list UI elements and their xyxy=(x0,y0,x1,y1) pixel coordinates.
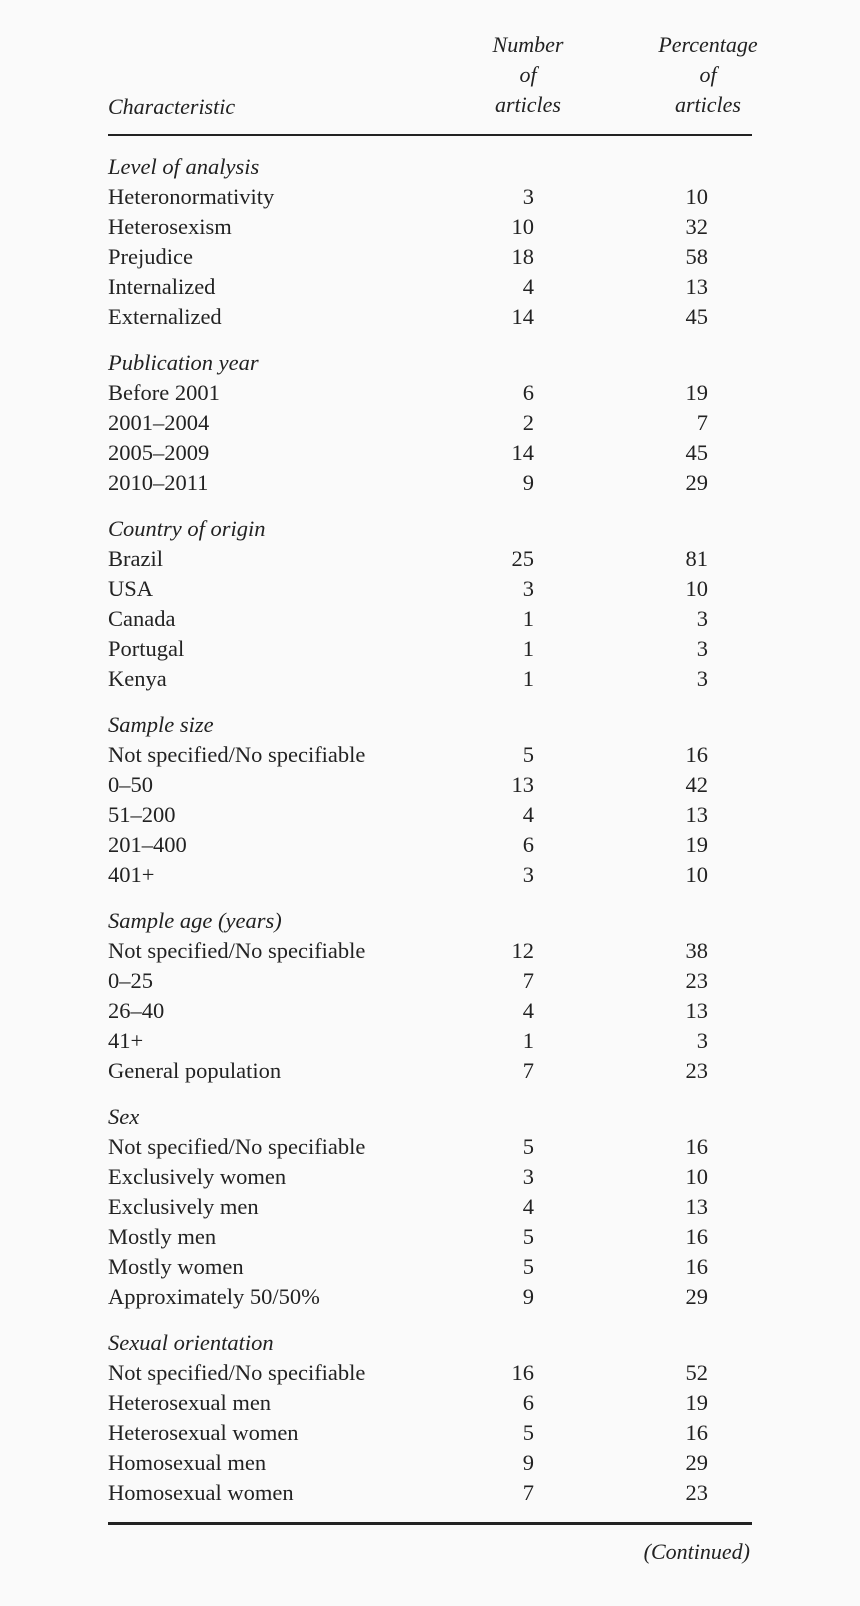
table-row xyxy=(108,1222,752,1252)
row-percentage: 7 xyxy=(696,410,708,435)
row-label: 51–200 xyxy=(108,802,176,827)
table-row xyxy=(108,1358,752,1388)
row-label: Mostly men xyxy=(108,1224,217,1249)
row-label: 2010–2011 xyxy=(108,470,209,495)
bottom-rule xyxy=(108,1522,752,1525)
table-row xyxy=(108,1478,752,1508)
table-row xyxy=(108,1252,752,1282)
header-percentage-line: of xyxy=(699,62,717,87)
table-row xyxy=(108,182,752,212)
row-percentage: 16 xyxy=(685,1134,708,1159)
row-number: 7 xyxy=(522,968,534,993)
row-number: 13 xyxy=(511,772,534,797)
table-row xyxy=(108,1026,752,1056)
row-number: 14 xyxy=(511,440,534,465)
table-row xyxy=(108,770,752,800)
header-rule xyxy=(108,134,752,136)
row-number: 12 xyxy=(511,938,534,963)
row-number: 6 xyxy=(522,1390,534,1415)
section-title: Publication year xyxy=(108,350,259,375)
row-number: 4 xyxy=(522,802,534,827)
row-number: 25 xyxy=(511,546,534,571)
row-percentage: 23 xyxy=(685,968,708,993)
header-number-of-articles xyxy=(458,30,598,120)
row-percentage: 16 xyxy=(685,1420,708,1445)
row-label: Exclusively women xyxy=(108,1164,287,1189)
table-section xyxy=(108,1102,752,1312)
row-number: 7 xyxy=(522,1058,534,1083)
table-row xyxy=(108,1282,752,1312)
row-label: Not specified/No specifiable xyxy=(108,742,366,767)
row-number: 5 xyxy=(522,1134,534,1159)
header-number-line: articles xyxy=(495,92,561,117)
row-number: 1 xyxy=(522,666,534,691)
row-percentage: 3 xyxy=(696,636,708,661)
row-label: Portugal xyxy=(108,636,185,661)
row-number: 5 xyxy=(522,1254,534,1279)
table-section xyxy=(108,1328,752,1508)
row-label: Homosexual men xyxy=(108,1450,267,1475)
table-row xyxy=(108,272,752,302)
table-header xyxy=(108,28,758,134)
table-row xyxy=(108,302,752,332)
table-row xyxy=(108,860,752,890)
table-row xyxy=(108,438,752,468)
row-percentage: 13 xyxy=(685,998,708,1023)
row-percentage: 42 xyxy=(685,772,708,797)
row-percentage: 32 xyxy=(685,214,708,239)
table-row xyxy=(108,1418,752,1448)
row-number: 6 xyxy=(522,380,534,405)
header-number-line: Number xyxy=(492,32,564,57)
row-label: Heterosexism xyxy=(108,214,232,239)
row-number: 16 xyxy=(511,1360,534,1385)
table-row xyxy=(108,544,752,574)
row-percentage: 19 xyxy=(685,1390,708,1415)
row-percentage: 52 xyxy=(685,1360,708,1385)
row-percentage: 38 xyxy=(685,938,708,963)
row-percentage: 3 xyxy=(696,1028,708,1053)
table-row xyxy=(108,468,752,498)
row-label: 26–40 xyxy=(108,998,165,1023)
row-number: 4 xyxy=(522,274,534,299)
row-number: 4 xyxy=(522,1194,534,1219)
row-percentage: 16 xyxy=(685,1254,708,1279)
row-label: 0–25 xyxy=(108,968,153,993)
table-row xyxy=(108,634,752,664)
row-percentage: 19 xyxy=(685,380,708,405)
table-section xyxy=(108,710,752,890)
table-row xyxy=(108,1192,752,1222)
table-section xyxy=(108,514,752,694)
row-percentage: 29 xyxy=(685,470,708,495)
section-title: Level of analysis xyxy=(108,154,260,179)
table-row xyxy=(108,1388,752,1418)
row-label: Heterosexual men xyxy=(108,1390,272,1415)
row-number: 9 xyxy=(522,470,534,495)
table-row xyxy=(108,740,752,770)
table-row xyxy=(108,1448,752,1478)
table-section xyxy=(108,348,752,498)
section-title: Sexual orientation xyxy=(108,1330,274,1355)
row-label: Before 2001 xyxy=(108,380,220,405)
row-number: 7 xyxy=(522,1480,534,1505)
header-number-line: of xyxy=(519,62,537,87)
row-number: 9 xyxy=(522,1284,534,1309)
row-label: Internalized xyxy=(108,274,216,299)
row-percentage: 23 xyxy=(685,1058,708,1083)
row-label: Mostly women xyxy=(108,1254,244,1279)
header-percentage-line: Percentage xyxy=(658,32,758,57)
table-section xyxy=(108,152,752,332)
table-row xyxy=(108,996,752,1026)
table-row xyxy=(108,936,752,966)
row-number: 5 xyxy=(522,1224,534,1249)
table-row xyxy=(108,800,752,830)
row-number: 5 xyxy=(522,1420,534,1445)
section-title: Sample size xyxy=(108,712,214,737)
row-label: Kenya xyxy=(108,666,167,691)
row-label: 401+ xyxy=(108,862,155,887)
row-number: 5 xyxy=(522,742,534,767)
table-row xyxy=(108,212,752,242)
row-number: 1 xyxy=(522,606,534,631)
row-label: Exclusively men xyxy=(108,1194,259,1219)
row-percentage: 3 xyxy=(696,666,708,691)
table-row xyxy=(108,574,752,604)
row-number: 3 xyxy=(522,576,534,601)
row-number: 1 xyxy=(522,636,534,661)
row-label: USA xyxy=(108,576,154,601)
row-percentage: 45 xyxy=(685,304,708,329)
row-percentage: 45 xyxy=(685,440,708,465)
row-percentage: 10 xyxy=(685,184,708,209)
row-label: 201–400 xyxy=(108,832,187,857)
row-label: Not specified/No specifiable xyxy=(108,1134,366,1159)
row-percentage: 81 xyxy=(685,546,708,571)
row-percentage: 16 xyxy=(685,1224,708,1249)
table-row xyxy=(108,242,752,272)
header-percentage-line: articles xyxy=(675,92,741,117)
table-row xyxy=(108,378,752,408)
row-percentage: 13 xyxy=(685,274,708,299)
row-percentage: 10 xyxy=(685,862,708,887)
row-number: 6 xyxy=(522,832,534,857)
row-label: 2005–2009 xyxy=(108,440,210,465)
row-label: Externalized xyxy=(108,304,222,329)
row-percentage: 23 xyxy=(685,1480,708,1505)
row-label: Homosexual women xyxy=(108,1480,294,1505)
row-label: Brazil xyxy=(108,546,163,571)
row-label: Heterosexual women xyxy=(108,1420,299,1445)
row-percentage: 13 xyxy=(685,802,708,827)
table-row xyxy=(108,664,752,694)
row-label: General population xyxy=(108,1058,282,1083)
row-label: Not specified/No specifiable xyxy=(108,1360,366,1385)
table-row xyxy=(108,830,752,860)
row-number: 3 xyxy=(522,1164,534,1189)
row-percentage: 29 xyxy=(685,1450,708,1475)
row-label: Not specified/No specifiable xyxy=(108,938,366,963)
row-percentage: 16 xyxy=(685,742,708,767)
row-label: 41+ xyxy=(108,1028,144,1053)
table-row xyxy=(108,1162,752,1192)
row-percentage: 10 xyxy=(685,1164,708,1189)
row-number: 1 xyxy=(522,1028,534,1053)
row-percentage: 19 xyxy=(685,832,708,857)
row-number: 14 xyxy=(511,304,534,329)
section-title: Sample age (years) xyxy=(108,908,282,933)
row-label: Canada xyxy=(108,606,176,631)
row-label: Prejudice xyxy=(108,244,193,269)
row-number: 18 xyxy=(511,244,534,269)
row-label: 0–50 xyxy=(108,772,153,797)
table-row xyxy=(108,1132,752,1162)
row-percentage: 13 xyxy=(685,1194,708,1219)
row-number: 9 xyxy=(522,1450,534,1475)
data-table xyxy=(108,28,758,1565)
row-number: 4 xyxy=(522,998,534,1023)
row-percentage: 3 xyxy=(696,606,708,631)
header-percentage-of-articles xyxy=(628,30,788,120)
section-title: Country of origin xyxy=(108,516,266,541)
row-percentage: 10 xyxy=(685,576,708,601)
table-row xyxy=(108,966,752,996)
table-section xyxy=(108,906,752,1086)
row-number: 2 xyxy=(522,410,534,435)
row-label: Heteronormativity xyxy=(108,184,275,209)
row-number: 3 xyxy=(522,862,534,887)
table-body xyxy=(108,152,752,1522)
row-label: 2001–2004 xyxy=(108,410,210,435)
table-row xyxy=(108,604,752,634)
table-row xyxy=(108,1056,752,1086)
row-number: 3 xyxy=(522,184,534,209)
continued-note: (Continued) xyxy=(643,1539,750,1564)
table-row xyxy=(108,408,752,438)
section-title: Sex xyxy=(108,1104,140,1129)
row-percentage: 29 xyxy=(685,1284,708,1309)
row-percentage: 58 xyxy=(685,244,708,269)
row-number: 10 xyxy=(511,214,534,239)
header-characteristic: Characteristic xyxy=(108,94,236,119)
row-label: Approximately 50/50% xyxy=(108,1284,320,1309)
